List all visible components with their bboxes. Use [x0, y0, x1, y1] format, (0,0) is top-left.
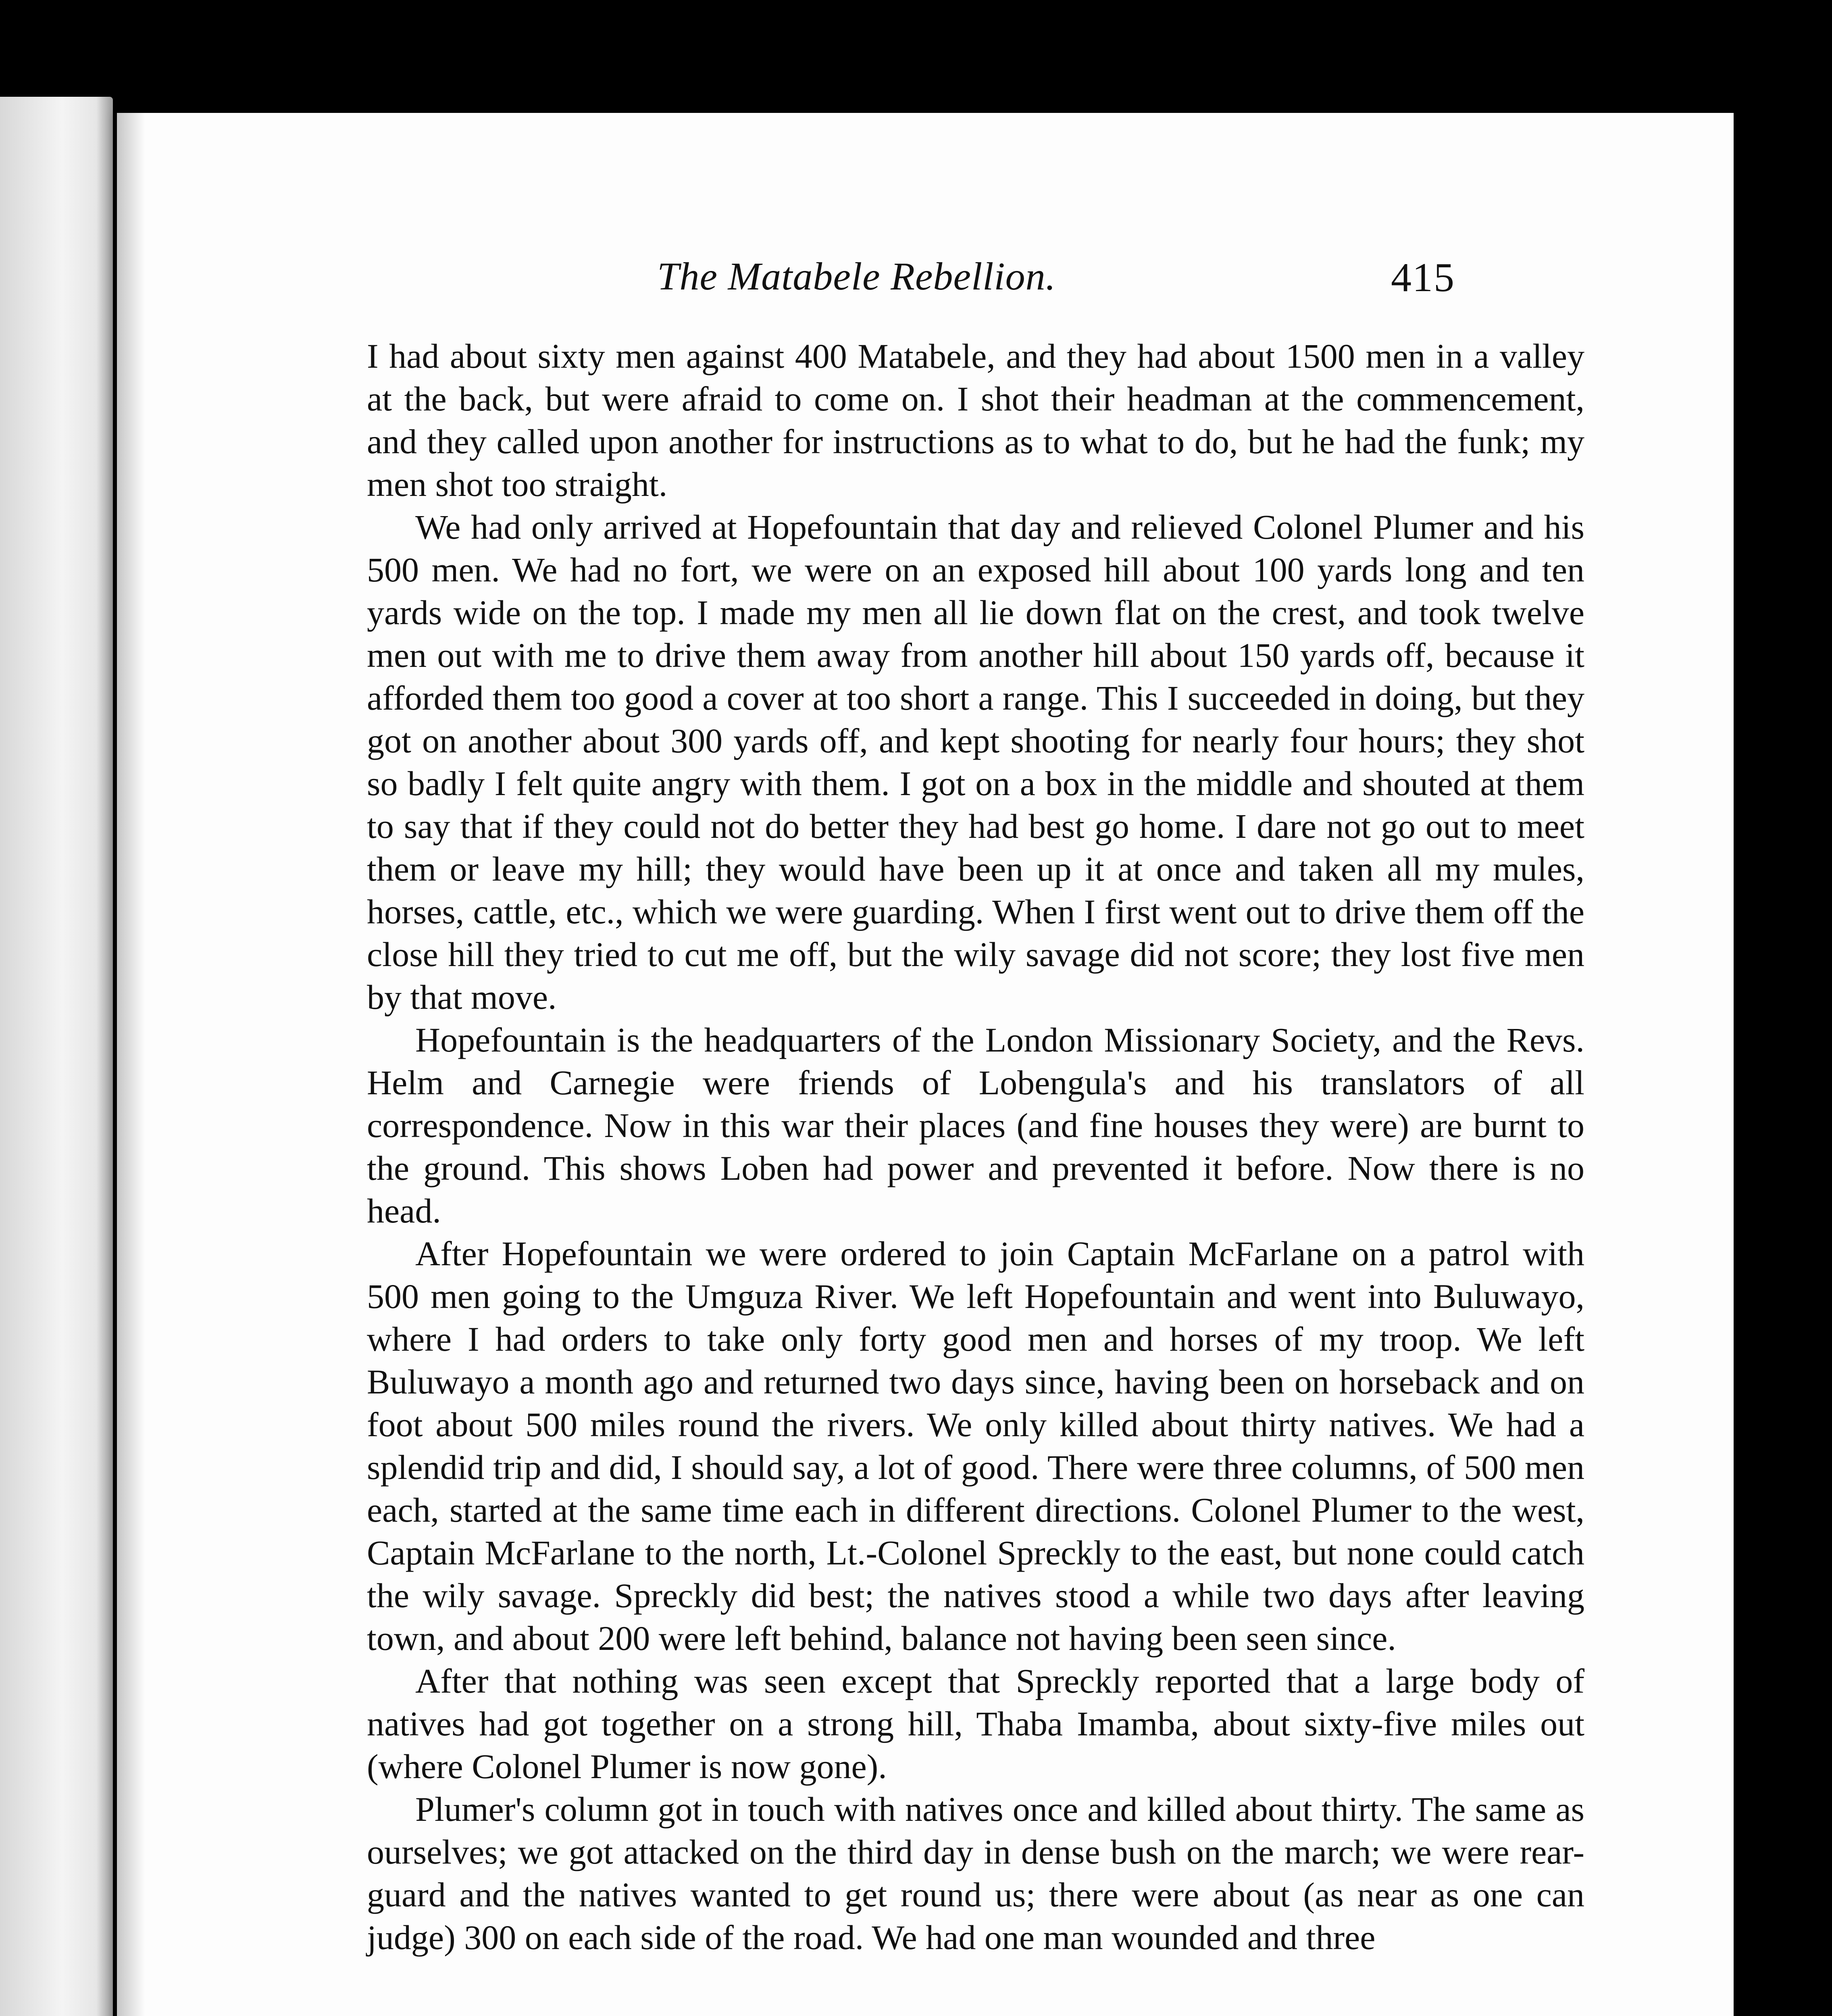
- paragraph: Hopefountain is the headquarters of the London Missionary Society, and the Revs. Helm and Carnegie were friends of Lobengula's and his translators of all correspondence. Now in this war their places (and fine houses they were) are burnt to the ground. This shows Loben had power and prevented it before. Now there is no head.: [367, 1020, 1584, 1230]
- spine-shadow: [117, 113, 145, 2016]
- running-title: The Matabele Rebellion.: [657, 255, 1056, 298]
- page-number: 415: [1391, 255, 1455, 300]
- gutter-shadow: [97, 97, 113, 2016]
- paragraph: We had only arrived at Hopefountain that day and relieved Colonel Plumer and his 500 men. We had no fort, we were on an exposed hill about 100 yards long and ten yards wide on the top. I made my men all lie down flat on the crest, and took twelve men out with me to drive them away from another hill about 150 yards off, because it afforded them too good a cover at too short a range. This I succeeded in doing, but they got on another about 300 yards off, and kept shooting for nearly four hours; they shot so badly I felt quite angry with them. I got on a box in the middle and shouted at them to say that if they could not do better they had best go home. I dare not go out to meet them or leave my hill; they would have been up it at once and taken all my mules, horses, cattle, etc., which we were guarding. When I first went out to drive them off the close hill they tried to cut me off, but the wily savage did not score; they lost five men by that move.: [367, 508, 1584, 1016]
- previous-page-edge: [0, 97, 113, 2016]
- body-text: [367, 335, 1584, 1959]
- paragraph: After Hopefountain we were ordered to join Captain McFarlane on a patrol with 500 men going to the Umguza River. We left Hopefountain and went into Buluwayo, where I had orders to take only forty good men and horses of my troop. We left Buluwayo a month ago and returned two days since, having been on horseback and on foot about 500 miles round the rivers. We only killed about thirty natives. We had a splendid trip and did, I should say, a lot of good. There were three columns, of 500 men each, started at the same time each in different directions. Colonel Plumer to the west, Captain McFarlane to the north, Lt.-Colonel Spreckly to the east, but none could catch the wily savage. Spreckly did best; the natives stood a while two days after leaving town, and about 200 were left behind, balance not having been seen since.: [367, 1234, 1584, 1658]
- paragraph: After that nothing was seen except that Spreckly reported that a large body of natives had got together on a strong hill, Thaba Imamba, about sixty-five miles out (where Colonel Plumer is now gone).: [367, 1662, 1584, 1786]
- running-header: [117, 254, 1734, 319]
- paragraph: I had about sixty men against 400 Matabele, and they had about 1500 men in a valley at the back, but were afraid to come on. I shot their headman at the commencement, and they called upon another for instructions as to what to do, but he had the funk; my men shot too straight.: [367, 337, 1584, 504]
- paragraph: Plumer's column got in touch with natives once and killed about thirty. The same as ourselves; we got attacked on the third day in dense bush on the march; we were rear-guard and the natives wanted to get round us; there were about (as near as one can judge) 300 on each side of the road. We had one man wounded and three: [367, 1790, 1584, 1957]
